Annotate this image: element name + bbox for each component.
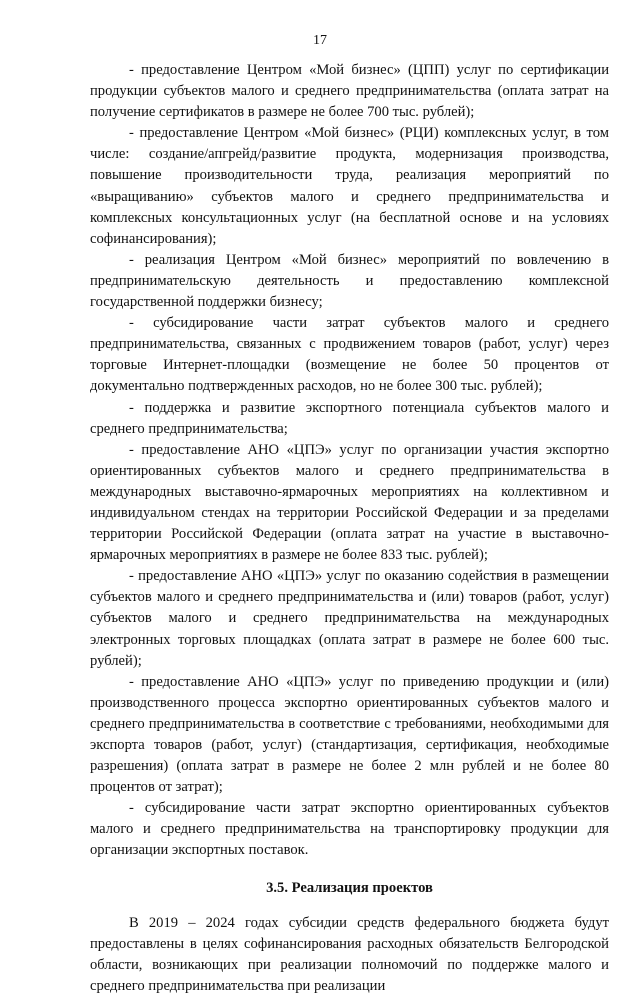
page-number: 17 xyxy=(313,33,327,48)
list-item: - предоставление АНО «ЦПЭ» услуг по оказанию содействия в размещении субъектов малого и среднего предпринимательства и (или) товаров (работ, услуг) субъектов малого и среднего предпринимательства на международных электронных торговых площадках (оплата затрат в размере не более 600 тыс. рублей); xyxy=(90,568,609,669)
list-item: - предоставление АНО «ЦПЭ» услуг по приведению продукции и (или) производственного процесса экспортно ориентированных субъектов малого и среднего предпринимательства в соответствие с требованиями, необходимыми для экспорта товаров (работ, услуг) (стандартизация, сертификация, необходимые разрешения) (оплата затрат в размере не более 2 млн рублей и не более 80 процентов от затрат); xyxy=(90,673,609,796)
list-item: - предоставление Центром «Мой бизнес» (РЦИ) комплексных услуг, в том числе: создание/апгрейд/развитие продукта, модернизация производства, повышение производительности труда, реализация мероприятий по «выращиванию» субъектов малого и среднего предпринимательства и комплексных консультационных услуг (на бесплатной основе и на условиях софинансирования); xyxy=(90,125,609,247)
list-item: - предоставление Центром «Мой бизнес» (ЦПП) услуг по сертификации продукции субъектов малого и среднего предпринимательства (оплата затрат на получение сертификатов в размере не более 700 тыс. рублей); xyxy=(90,62,609,121)
list-item: - реализация Центром «Мой бизнес» мероприятий по вовлечению в предпринимательскую деятельность и предоставлению комплексной государственной поддержки бизнесу; xyxy=(90,251,609,311)
list-item: - предоставление АНО «ЦПЭ» услуг по организации участия экспортно ориентированных субъектов малого и среднего предпринимательства в международных выставочно-ярмарочных мероприятиях на коллективном и индивидуальном стендах на территории Российской Федерации и за пределами территории Российской Федерации (оплата затрат на участие в выставочно-ярмарочных мероприятиях в размере не более 833 тыс. рублей); xyxy=(90,441,609,564)
list-item: - субсидирование части затрат экспортно ориентированных субъектов малого и среднего предпринимательства на транспортировку продукции для организации экспортных поставок. xyxy=(90,800,609,859)
document-body xyxy=(90,60,609,997)
section-heading: 3.5. Реализация проектов xyxy=(266,879,433,896)
list-item: - поддержка и развитие экспортного потенциала субъектов малого и среднего предпринимательства; xyxy=(90,399,609,437)
list-item: - субсидирование части затрат субъектов малого и среднего предпринимательства, связанных с продвижением товаров (работ, услуг) через торговые Интернет-площадки (возмещение не более 50 процентов от документально подтвержденных расходов, но не более 300 тыс. рублей); xyxy=(90,315,609,395)
section-paragraph: В 2019 – 2024 годах субсидии средств федерального бюджета будут предоставлены в целях софинансирования расходных обязательств Белгородской области, возникающих при реализации полномочий по поддержке малого и среднего предпринимательства при реализации xyxy=(90,914,609,994)
